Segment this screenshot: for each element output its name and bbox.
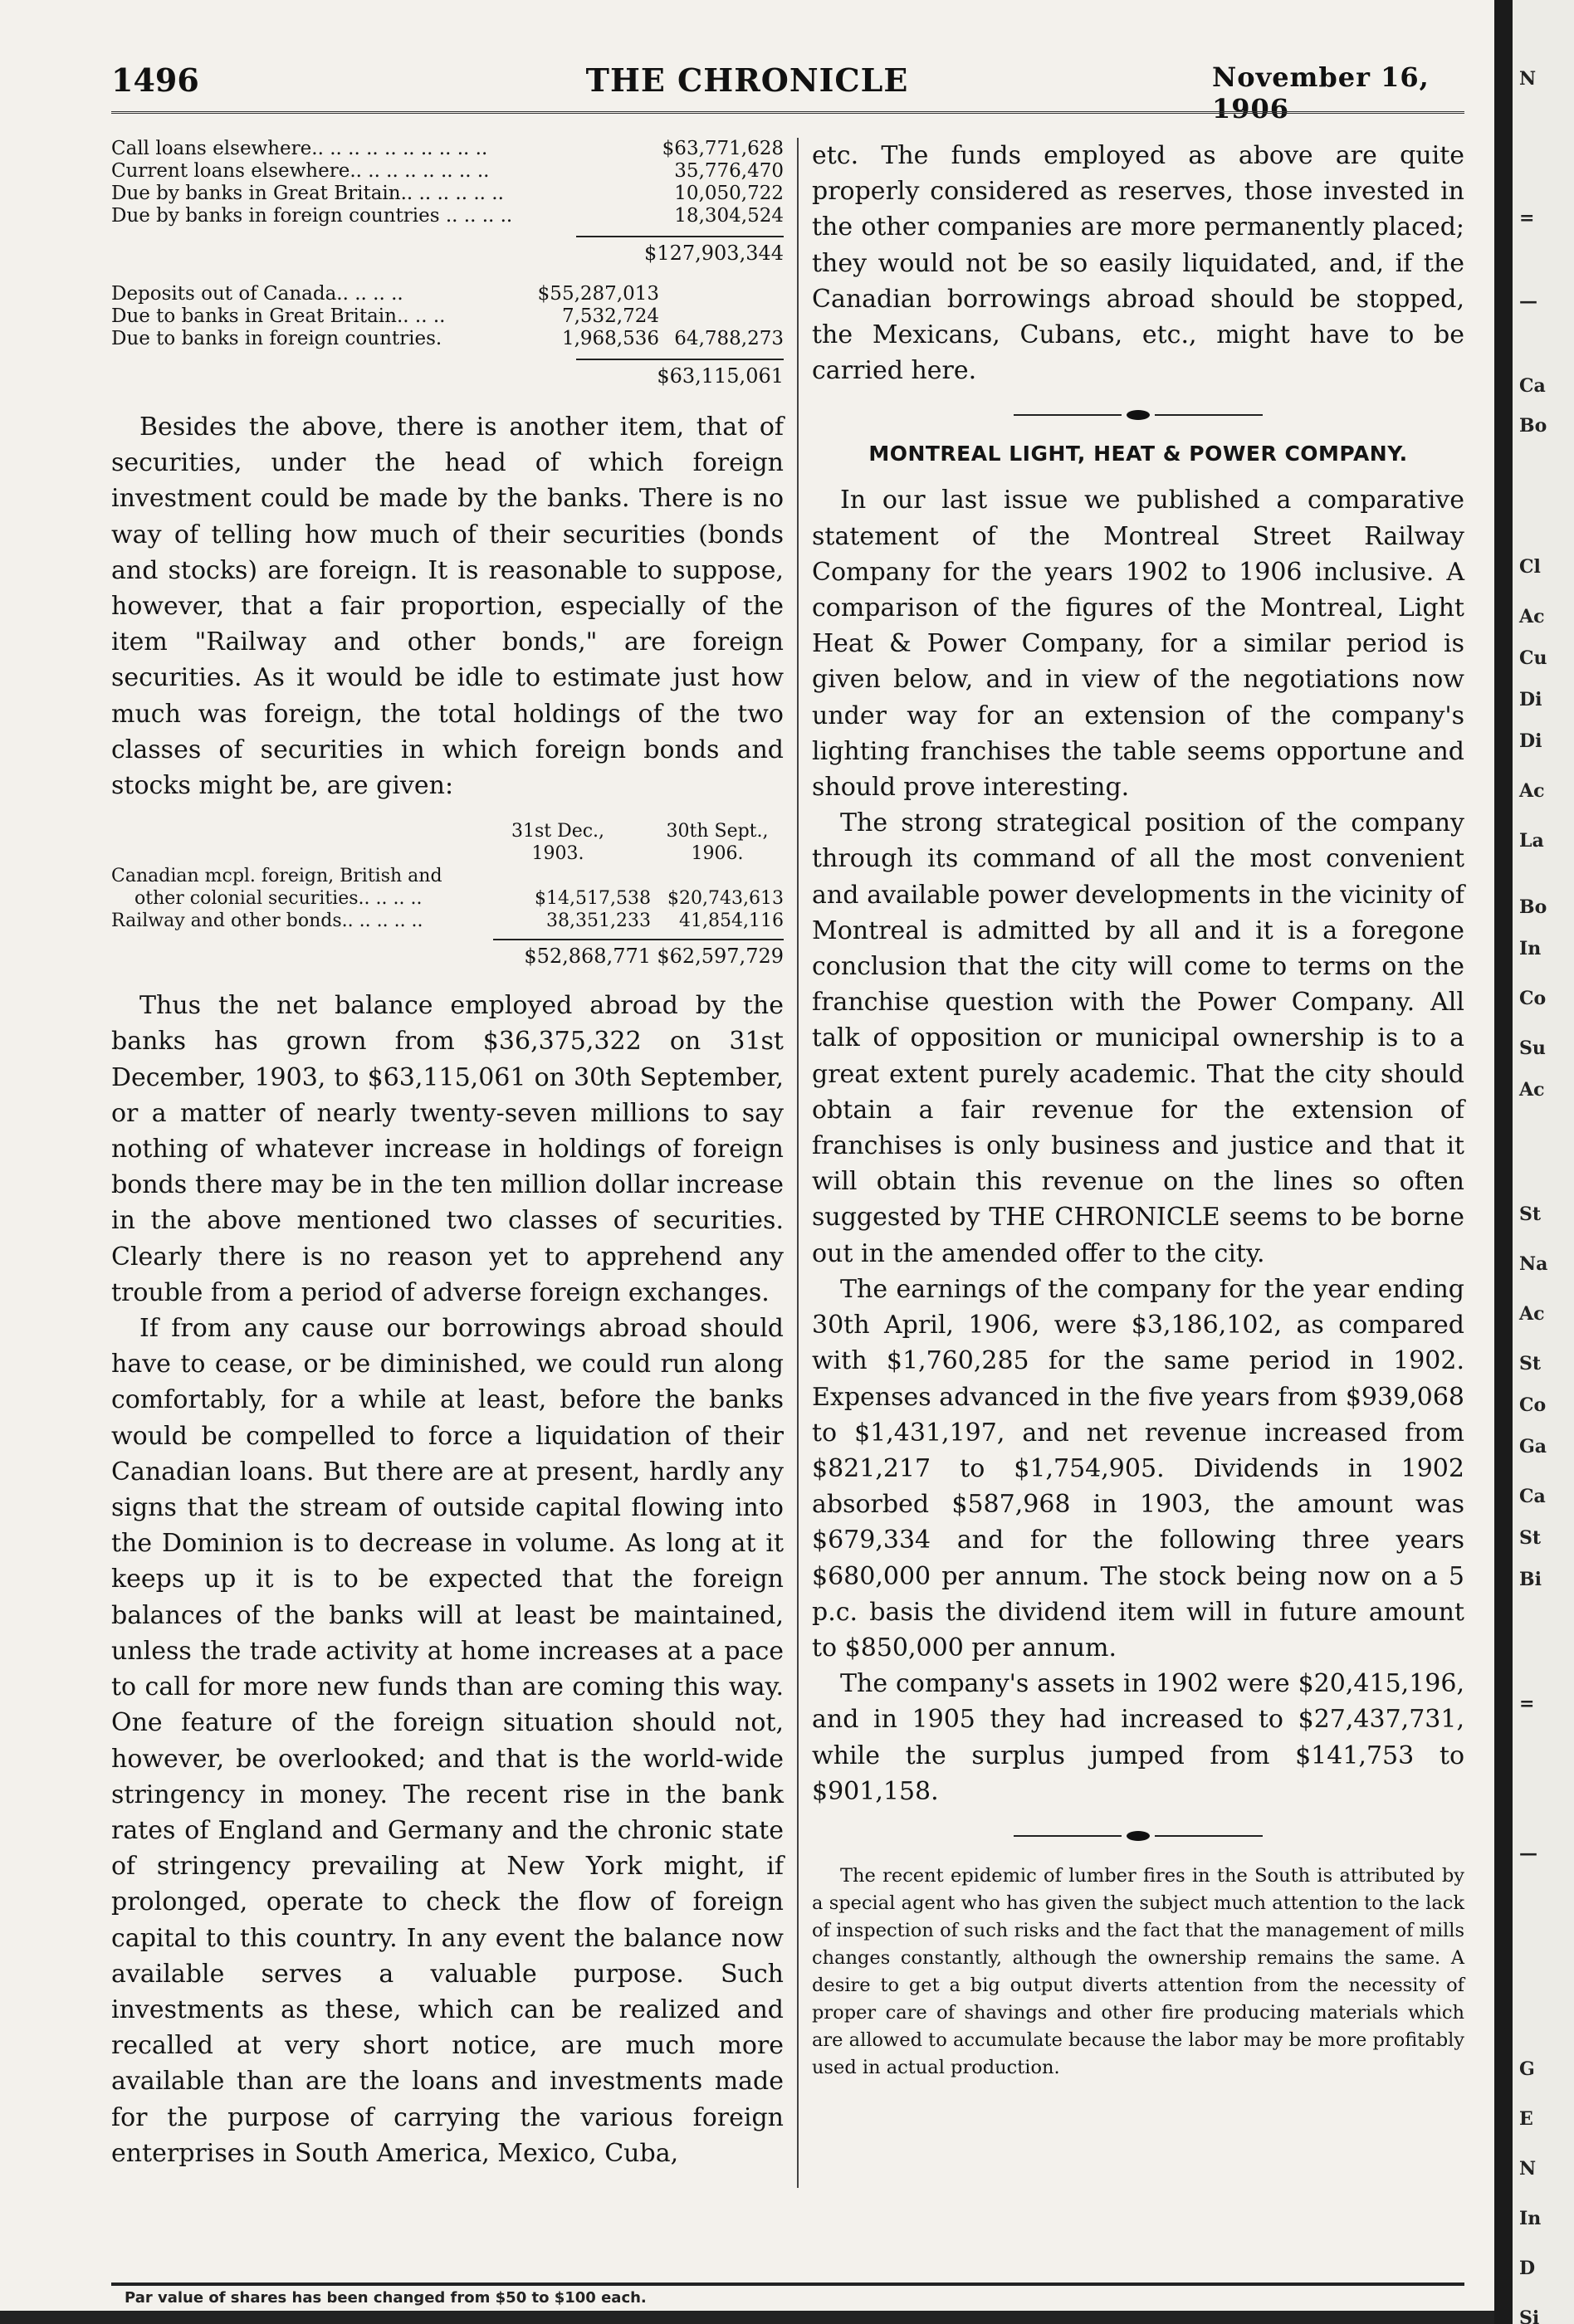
edge-fragment: Co <box>1519 988 1547 1009</box>
footnote: Par value of shares has been changed from $50 to $100 each. <box>125 2289 647 2307</box>
article-paragraph: Thus the net balance employed abroad by the banks has grown from $36,375,322 on 31st December, 1903, to $63,115,061 on 30th September, or a matter of nearly twenty-seven millions to say nothing of whatever increase in holdings of foreign bonds there may be in the ten million dollar increase in the above mentioned two classes of securities. Clearly there is no reason yet to apprehend any trouble from a period of adverse foreign exchanges. <box>111 991 784 1307</box>
edge-fragment: Ca <box>1519 375 1546 397</box>
right-column <box>812 138 1464 2082</box>
table-row: other colonial securities.. .. .. .. $14,517,538 $20,743,613 <box>134 888 784 910</box>
edge-fragment: Na <box>1519 1253 1548 1275</box>
edge-fragment: Ac <box>1519 606 1545 627</box>
edge-fragment: Ga <box>1519 1436 1547 1457</box>
ledger-row: Current loans elsewhere.. .. .. .. .. .. .. .. 35,776,470 <box>111 160 784 182</box>
ledger-row: Call loans elsewhere.. .. .. .. .. .. .. .. .. .. $63,771,628 <box>111 138 784 159</box>
ledger-row: Deposits out of Canada.. .. .. .. $55,287,013 <box>111 283 659 305</box>
securities-table <box>111 820 784 968</box>
news-item: The recent epidemic of lumber fires in the South is attributed by a special agent who has given the subject much attention to the lack of inspection of such risks and the fact that the management of mills changes constantly, although the ownership remains the same. A desire to get a big output diverts attention from the necessity of proper care of shavings and other fire producing materials which are allowed to accumulate because the labor may be more profitably used in actual production. <box>812 1864 1464 2078</box>
ledger-row: Due to banks in foreign countries. 1,968,536 64,788,273 <box>111 328 784 349</box>
table-row: Railway and other bonds.. .. .. .. .. 38,351,233 41,854,116 <box>111 911 784 932</box>
header-rule <box>111 111 1464 114</box>
edge-fragment: D <box>1519 2258 1536 2279</box>
edge-fragment: E <box>1519 2108 1533 2130</box>
edge-fragment: Ac <box>1519 1079 1545 1101</box>
ledger-total: $63,115,061 <box>576 359 784 388</box>
ledger-row: Due by banks in foreign countries .. .. .. .. 18,304,524 <box>111 205 784 227</box>
edge-fragment: Ac <box>1519 780 1545 802</box>
edge-fragment: Su <box>1519 1038 1546 1059</box>
edge-fragment: St <box>1519 1527 1542 1549</box>
edge-fragment: Bo <box>1519 415 1547 437</box>
edge-fragment: — <box>1519 1843 1537 1864</box>
edge-fragment: — <box>1519 290 1537 312</box>
footer-rule <box>111 2282 1464 2286</box>
table-row: Canadian mcpl. foreign, British and <box>111 866 442 887</box>
column-header: 30th Sept., 1906. <box>666 821 769 865</box>
scan-edge <box>0 2311 1494 2324</box>
article-paragraph: In our last issue we published a comparative statement of the Montreal Street Railway Company for the years 1902 to 1906 inclusive. A comparison of the figures of the Montreal, Light Heat & Power Company, for a similar period is given below, and in view of the negotiations now under way for an extension of the company's lighting franchises the table seems opportune and should prove interesting. <box>812 486 1464 803</box>
edge-fragment: Di <box>1519 689 1542 710</box>
edge-fragment: = <box>1519 208 1535 229</box>
edge-fragment: G <box>1519 2058 1535 2080</box>
edge-fragment: In <box>1519 2208 1542 2229</box>
section-ornament <box>812 410 1464 420</box>
edge-fragment: Bi <box>1519 1569 1542 1590</box>
article-paragraph: If from any cause our borrowings abroad should have to cease, or be diminished, we could run along comfortably, for a while at least, before the banks would be compelled to force a liquidation of their Canadian loans. But there are at present, hardly any signs that the stream of outside capital flowing into the Dominion is to decrease in volume. As long at it keeps up it is to be expected that the foreign balances of the banks will at least be maintained, unless the trade activity at home increases at a pace to call for more new funds than are coming this way. One feature of the foreign situation should not, however, be overlooked; and that is the world-wide stringency in money. The recent rise in the bank rates of England and Germany and the chronic state of stringency prevailing at New York might, if prolonged, operate to check the flow of foreign capital to this country. In any event the balance now available serves a valuable purpose. Such investments as these, which can be realized and recalled at very short notice, are much more available than are the loans and investments made for the purpose of carrying the various foreign enterprises in South America, Mexico, Cuba, <box>111 1314 784 2168</box>
article-paragraph: etc. The funds employed as above are quite properly considered as reserves, those invested in the other companies are more permanently placed; they would not be so easily liquidated, and, if the Canadian borrowings abroad should be stopped, the Mexicans, Cubans, etc., might have to be carried here. <box>812 141 1464 386</box>
ledger-row: Due by banks in Great Britain.. .. .. .. .. .. 10,050,722 <box>111 183 784 204</box>
securities-header <box>111 820 784 865</box>
section-ornament <box>812 1831 1464 1841</box>
ledger-row: Due to banks in Great Britain.. .. .. 7,532,724 <box>111 305 659 327</box>
edge-fragment: St <box>1519 1204 1542 1225</box>
edge-fragment: N <box>1519 2158 1537 2180</box>
foreign-balances-ledger <box>111 138 784 265</box>
securities-total: $52,868,771 $62,597,729 <box>493 939 784 968</box>
edge-fragment: Si <box>1519 2307 1540 2324</box>
column-divider <box>797 138 799 2188</box>
masthead-title: THE CHRONICLE <box>585 61 909 99</box>
edge-fragment: La <box>1519 830 1544 852</box>
edge-fragment: = <box>1519 1693 1535 1715</box>
deposits-ledger <box>111 283 784 388</box>
section-heading: MONTREAL LIGHT, HEAT & POWER COMPANY. <box>868 442 1408 466</box>
article-paragraph: The earnings of the company for the year ending 30th April, 1906, were $3,186,102, as compared with $1,760,285 for the same period in 1902. Expenses advanced in the five years from $939,068 to $1,431,197, and net revenue increased from $821,217 to $1,754,905. Dividends in 1902 absorbed $587,968 in 1903, the amount was $679,334 and for the following three years $680,000 per annum. The stock being now on a 5 p.c. basis the dividend item will in future amount to $850,000 per annum. <box>812 1274 1464 1662</box>
edge-fragment: N <box>1519 68 1537 90</box>
adjacent-page-edge <box>1494 0 1574 2324</box>
edge-fragment: Di <box>1519 730 1542 752</box>
column-header: 31st Dec., 1903. <box>511 821 605 865</box>
edge-fragment: Cl <box>1519 556 1541 578</box>
edge-fragment: Bo <box>1519 896 1547 918</box>
article-paragraph: The company's assets in 1902 were $20,415,196, and in 1905 they had increased to $27,437,731, while the surplus jumped from $141,753 to $901,158. <box>812 1669 1464 1806</box>
ledger-total: $127,903,344 <box>576 236 784 265</box>
edge-fragment: Ac <box>1519 1303 1545 1325</box>
edge-fragment: Co <box>1519 1394 1547 1416</box>
article-paragraph: The strong strategical position of the company through its command of all the most convenient and available power developments in the vicinity of Montreal is admitted by all and it is a foregone conclusion that the city will come to terms on the franchise question with the Power Company. All talk of opposition or municipal ownership is to a great extent purely academic. That the city should obtain a fair revenue for the extension of franchises is only business and justice and that it will obtain this revenue on the lines so often suggested by THE CHRONICLE seems to be borne out in the amended offer to the city. <box>812 808 1464 1268</box>
edge-fragment: Cu <box>1519 647 1547 669</box>
left-column <box>111 138 784 2171</box>
edge-fragment: Ca <box>1519 1486 1546 1507</box>
page-number: 1496 <box>111 61 199 99</box>
issue-date: November 16, 1906 <box>1212 61 1430 124</box>
edge-fragment: St <box>1519 1353 1542 1374</box>
edge-fragment: In <box>1519 938 1542 959</box>
article-paragraph: Besides the above, there is another item, that of securities, under the head of which foreign investment could be made by the banks. There is no way of telling how much of their securities (bonds and stocks) are foreign. It is reasonable to suppose, however, that a fair proportion, especially of the item "Railway and other bonds," are foreign securities. As it would be idle to estimate just how much was foreign, the total holdings of the two classes of securities in which foreign bonds and stocks might be, are given: <box>111 413 784 801</box>
